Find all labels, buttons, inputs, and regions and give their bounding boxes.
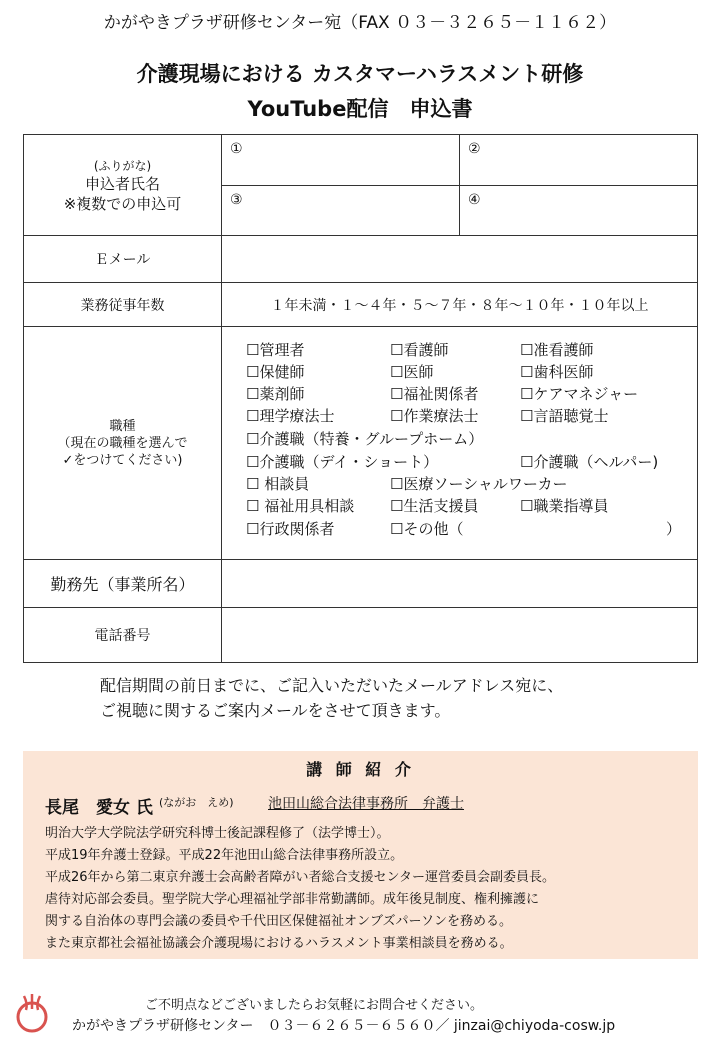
bio-line: 関する自治体の専門会議の委員や千代田区保健福祉オンブズパーソンを務める。 [45,914,512,929]
name-label: 申込者氏名 [84,174,160,193]
job-option-care-manager[interactable]: ☐ケアマネジャー [520,385,639,403]
job-option-administration[interactable]: ☐行政関係者 [246,520,335,538]
name-slot-1[interactable]: ① [222,135,460,186]
bio-line: 平成19年弁護士登録。平成22年池田山総合法律事務所設立。 [45,848,404,863]
job-option-welfare[interactable]: ☐福祉関係者 [390,385,479,403]
document-title: 介護現場における カスタマーハラスメント研修 [136,62,584,86]
instructor-name: 長尾 愛女 氏 [45,798,153,818]
job-label [24,327,222,560]
contact-prompt: ご不明点などございましたらお気軽にお問合せください。 [145,998,484,1013]
job-option-care-worker-day[interactable]: ☐介護職（デイ・ショート） [246,453,439,471]
name-slot-3[interactable]: ③ [222,186,460,236]
job-option-physical-therapist[interactable]: ☐理学療法士 [246,407,335,425]
delivery-notice [100,673,563,723]
phone-label: 電話番号 [24,608,222,663]
years-options[interactable]: １年未満・１～４年・５～７年・８年～１０年・１０年以上 [222,283,698,327]
name-slot-2[interactable]: ② [460,135,698,186]
fax-destination: かがやきプラザ研修センター宛（FAX ０３－３２６５－１１６２） [103,13,617,33]
workplace-row [24,560,698,608]
job-option-occupational-therapist[interactable]: ☐作業療法士 [390,407,479,425]
instructor-affiliation: 池田山総合法律事務所 弁護士 [268,796,464,812]
job-option-nurse[interactable]: ☐看護師 [390,341,449,359]
job-option-assistant-nurse[interactable]: ☐准看護師 [520,341,594,359]
application-form [23,134,698,663]
email-row [24,236,698,283]
bio-line: 虐待対応部会委員。聖学院大学心理福祉学部非常勤講師。成年後見制度、権利擁護に [45,892,540,907]
applicant-name-row [24,135,698,236]
job-option-vocational-instructor[interactable]: ☐職業指導員 [520,497,609,515]
instructor-heading: 講 師 紹 介 [306,760,415,779]
organization-logo-icon [14,992,50,1034]
instructor-panel [23,751,698,959]
job-option-welfare-equipment[interactable]: ☐ 福祉用具相談 [246,497,355,515]
job-label-note1: （現在の職種を選んで [57,435,188,451]
furigana-label: (ふりがな) [93,158,152,173]
job-option-doctor[interactable]: ☐医師 [390,363,434,381]
years-row [24,283,698,327]
phone-row [24,608,698,663]
instructor-reading: (ながお えめ) [159,796,234,809]
job-option-medical-social-worker[interactable]: ☐医療ソーシャルワーカー [390,475,568,493]
job-option-life-support[interactable]: ☐生活支援員 [390,497,479,515]
workplace-field[interactable] [222,560,698,608]
notice-line-2: ご視聴に関するご案内メールをさせて頂きます。 [100,701,451,720]
phone-field[interactable] [222,608,698,663]
workplace-label: 勤務先（事業所名） [24,560,222,608]
job-label-main: 職種 [109,418,136,434]
job-options [222,327,698,560]
name-slots [222,135,698,236]
document-subtitle: YouTube配信 申込書 [247,97,473,121]
name-slot-4[interactable]: ④ [468,192,481,208]
job-option-public-health-nurse[interactable]: ☐保健師 [246,363,305,381]
job-option-dentist[interactable]: ☐歯科医師 [520,363,594,381]
job-option-counselor[interactable]: ☐ 相談員 [246,475,310,493]
years-label: 業務従事年数 [24,283,222,327]
job-option-care-worker-facility[interactable]: ☐介護職（特養・グループホーム） [246,430,484,448]
email-field[interactable] [222,236,698,283]
job-option-manager[interactable]: ☐管理者 [246,341,305,359]
job-option-other-close: ） [666,520,682,538]
contact-details: かがやきプラザ研修センター ０３－６２６５－６５６０／ jinzai@chiyoda-cosw.jp [72,1018,616,1034]
multiple-note: ※複数での申込可 [63,194,182,213]
bio-line: 平成26年から第二東京弁護士会高齢者障がい者総合支援センター運営委員会副委員長。 [45,870,556,885]
job-label-note2: ✓をつけてください) [62,452,183,468]
job-option-speech-therapist[interactable]: ☐言語聴覚士 [520,407,609,425]
notice-line-1: 配信期間の前日までに、ご記入いただいたメールアドレス宛に、 [100,676,564,695]
email-label: Ｅメール [24,236,222,283]
job-option-pharmacist[interactable]: ☐薬剤師 [246,385,305,403]
bio-line: 明治大学大学院法学研究科博士後記課程修了（法学博士）。 [45,826,390,841]
job-row [24,327,698,560]
job-option-other[interactable]: ☐その他（ [390,520,464,538]
applicant-name-label [24,135,222,236]
job-option-care-worker-helper[interactable]: ☐介護職（ヘルパー) [520,453,659,471]
bio-line: また東京都社会福祉協議会介護現場におけるハラスメント事業相談員を務める。 [45,936,513,951]
